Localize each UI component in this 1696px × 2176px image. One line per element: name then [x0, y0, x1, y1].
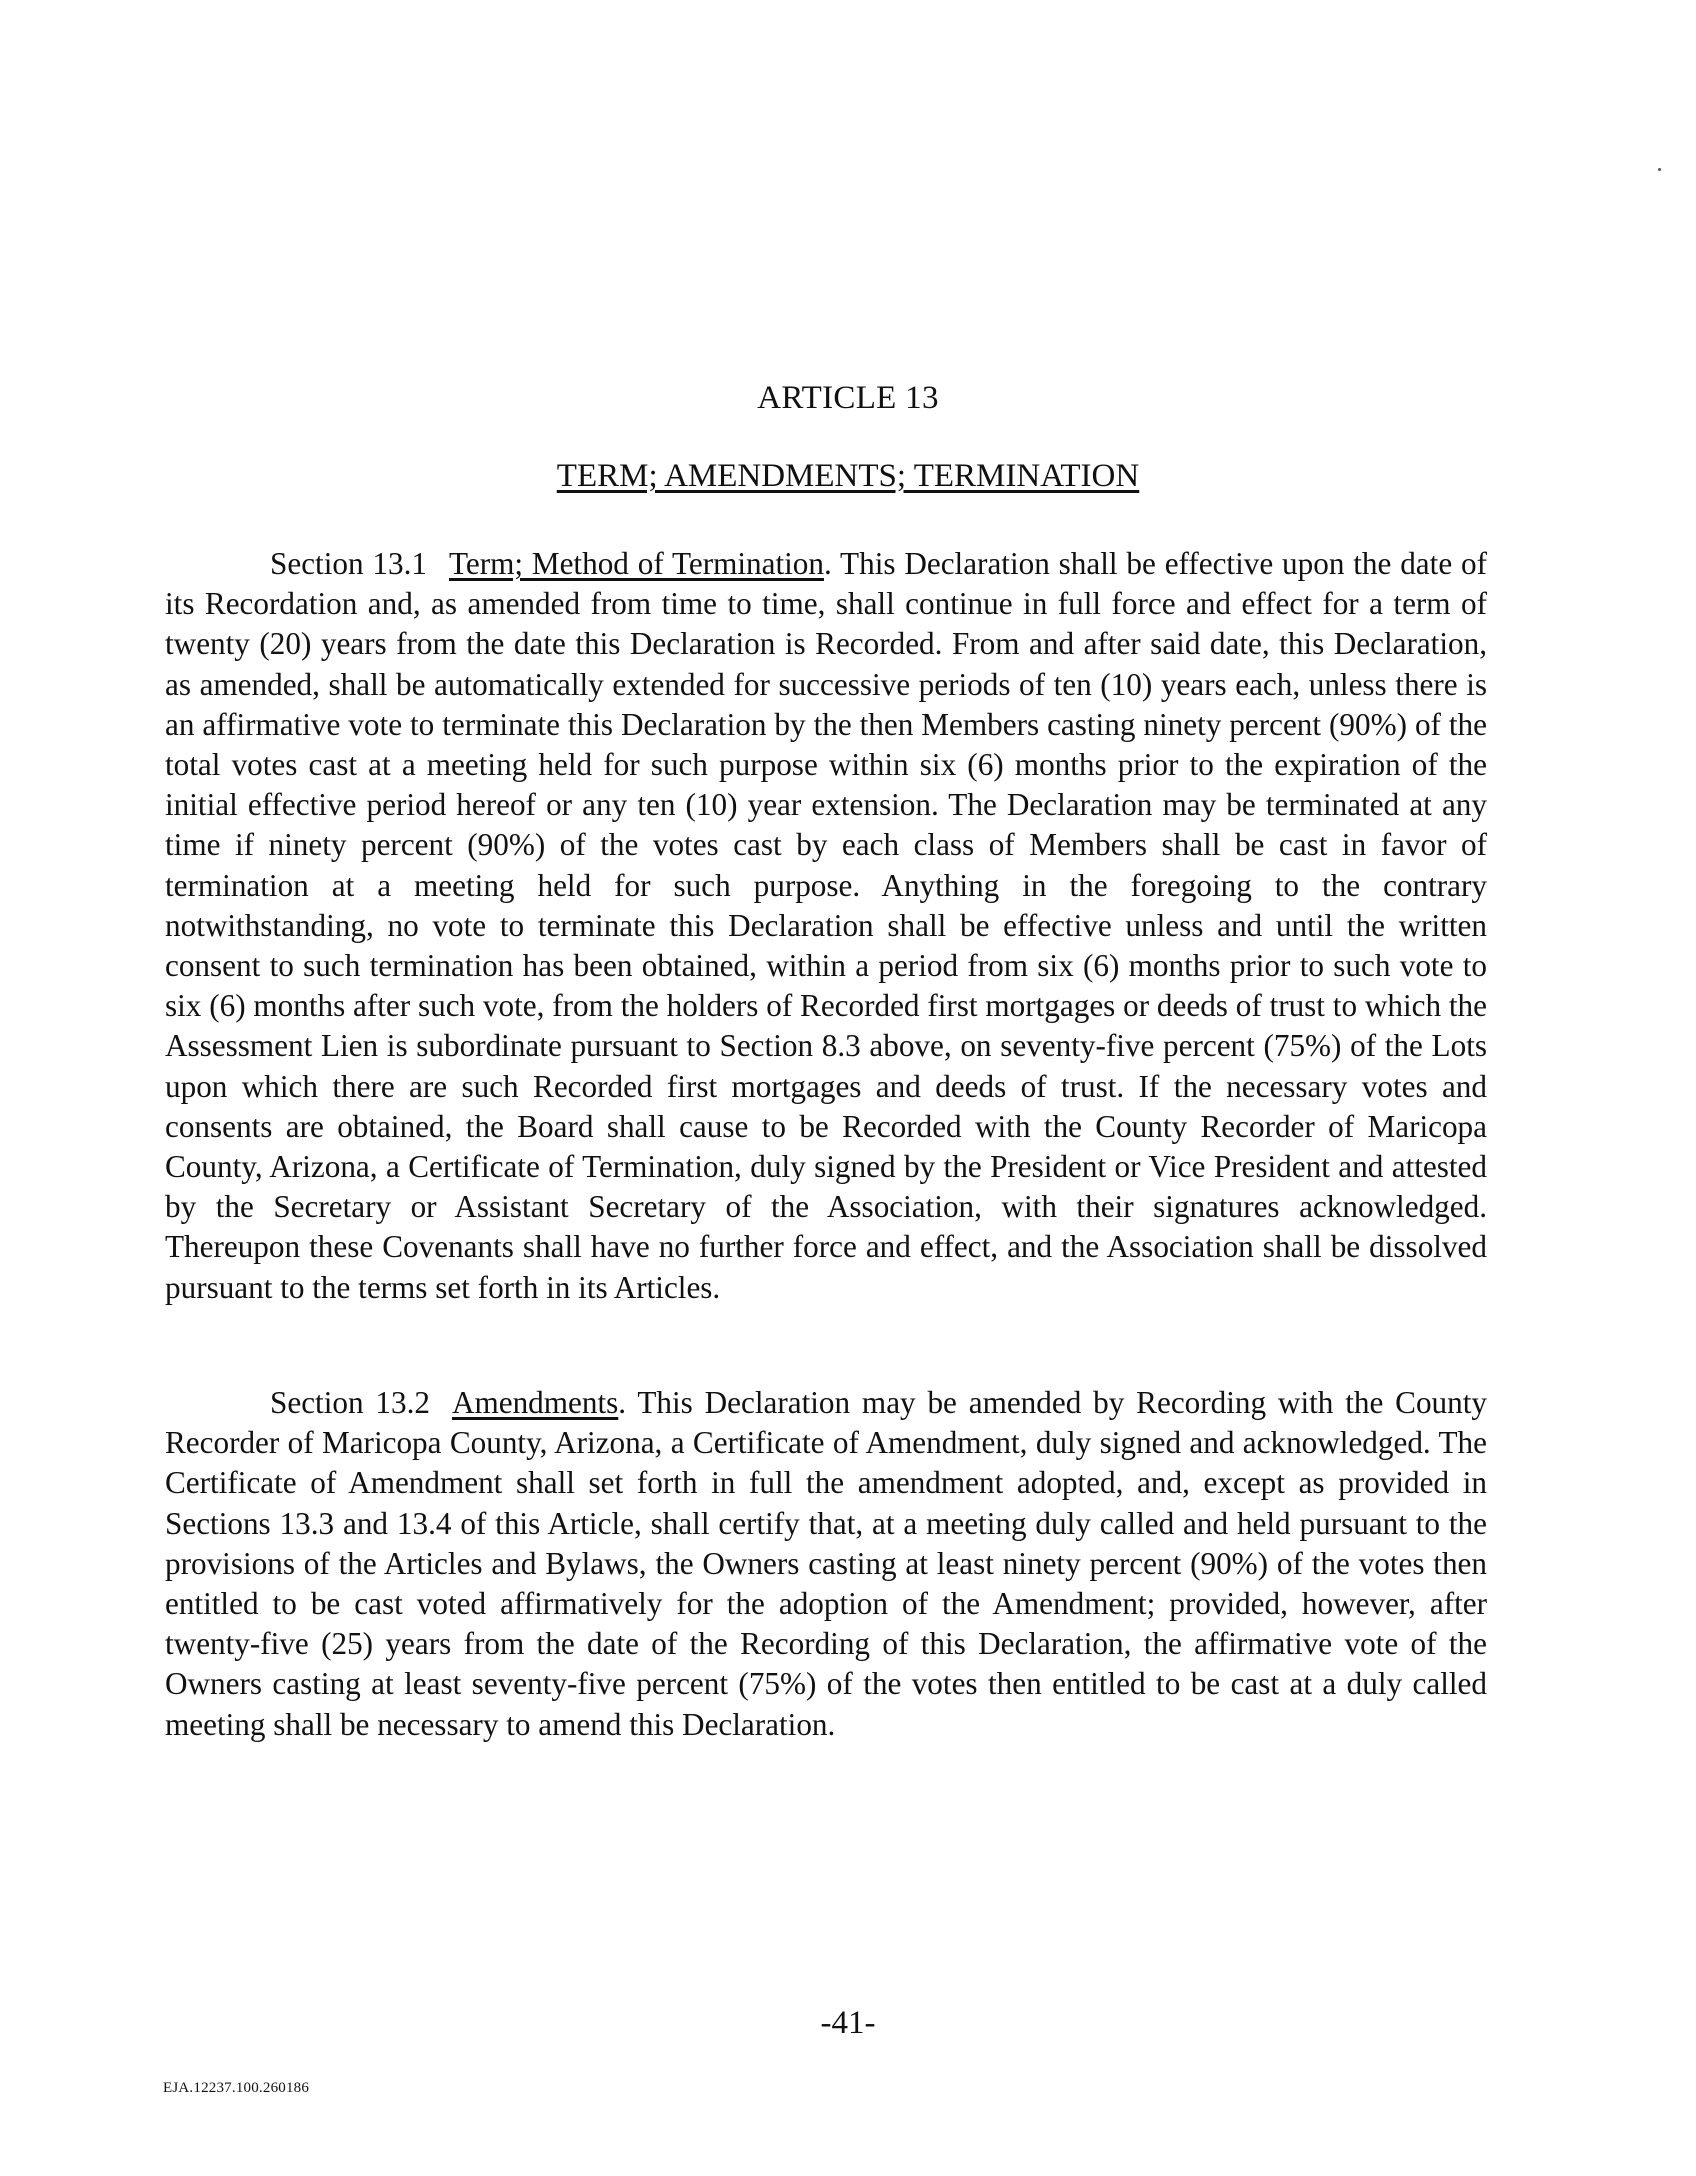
article-title: ARTICLE 13	[757, 380, 939, 416]
section-text: . This Declaration shall be effective upon the date of its Recordation and, as amended from time to time, shall continue in full force and effect for a term of twenty (20) years from the date this Declaration is Recorded. From and after said date, this Declaration, as amended, shall be automatically extended for successive periods of ten (10) years each, unless there is an affirmative vote to terminate this Declaration by the then Members casting ninety percent (90%) of the total votes cast at a meeting held for such purpose within six (6) months prior to the expiration of the initial effective period hereof or any ten (10) year extension. The Declaration may be terminated at any time if ninety percent (90%) of the votes cast by each class of Members shall be cast in favor of termination at a meeting held for such purpose. Anything in the foregoing to the contrary notwithstanding, no vote to terminate this Declaration shall be effective unless and until the written consent to such termination has been obtained, within a period from six (6) months prior to such vote to six (6) months after such vote, from the holders of Recorded first mortgages or deeds of trust to which the Assessment Lien is subordinate pursuant to Section 8.3 above, on seventy-five percent (75%) of the Lots upon which there are such Recorded first mortgages and deeds of trust. If the necessary votes and consents are obtained, the Board shall cause to be Recorded with the County Recorder of Maricopa County, Arizona, a Certificate of Termination, duly signed by the President or Vice President and attested by the Secretary or Assistant Secretary of the Association, with their signatures acknowledged. Thereupon these Covenants shall have no further force and effect, and the Association shall be dissolved pursuant to the terms set forth in its Articles.	[165, 546, 1487, 1305]
section-number: Section 13.1	[270, 546, 427, 581]
article-heading: TERM; AMENDMENTS; TERMINATION	[556, 458, 1140, 494]
section-13-1-paragraph	[165, 544, 1487, 1308]
section-heading: Amendments	[451, 1385, 619, 1420]
section-text: . This Declaration may be amended by Recording with the County Recorder of Maricopa County, Arizona, a Certificate of Amendment, duly signed and acknowledged. The Certificate of Amendment shall set forth in full the amendment adopted, and, except as provided in Sections 13.3 and 13.4 of this Article, shall certify that, at a meeting duly called and held pursuant to the provisions of the Articles and Bylaws, the Owners casting at least ninety percent (90%) of the votes then entitled to be cast voted affirmatively for the adoption of the Amendment; provided, however, after twenty-five (25) years from the date of the Recording of this Declaration, the affirmative vote of the Owners casting at least seventy-five percent (75%) of the votes then entitled to be cast at a duly called meeting shall be necessary to amend this Declaration.	[165, 1385, 1487, 1742]
section-heading: Term; Method of Termination	[448, 546, 824, 581]
section-13-2-paragraph	[165, 1383, 1487, 1745]
page-number: -41-	[820, 2005, 876, 2041]
section-number: Section 13.2	[270, 1385, 430, 1420]
scan-speck	[1658, 168, 1661, 171]
document-id: EJA.12237.100.260186	[163, 2080, 310, 2096]
